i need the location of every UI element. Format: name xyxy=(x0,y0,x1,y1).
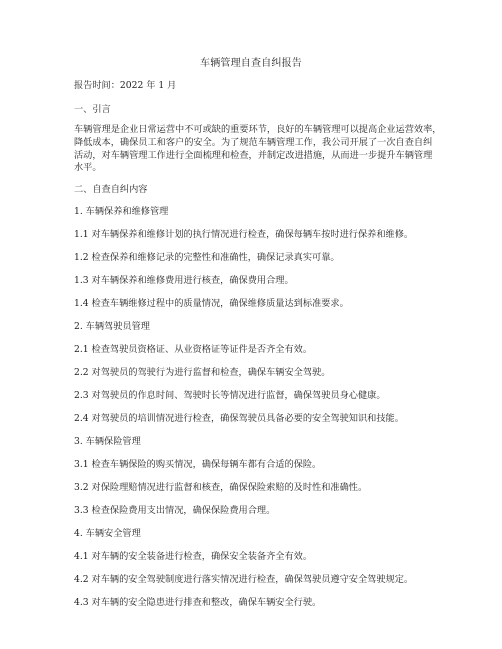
intro-line: 车辆管理是企业日常运营中不可或缺的重要环节，良好的车辆管理可以提高企业运营效率， xyxy=(74,124,442,135)
intro-paragraph xyxy=(74,124,442,175)
document-title: 车辆管理自查自纠报告 xyxy=(200,58,302,69)
report-time: 报告时间：2022 年 1 月 xyxy=(74,80,177,91)
section-1-item: 1.4 检查车辆维修过程中的质量情况，确保维修质量达到标准要求。 xyxy=(74,298,349,309)
section-2-item: 2.4 对驾驶员的培训情况进行检查，确保驾驶员具备必要的安全驾驶知识和技能。 xyxy=(74,413,404,424)
section-3-heading: 3. 车辆保险管理 xyxy=(74,436,141,447)
section-4-heading: 4. 车辆安全管理 xyxy=(74,528,141,539)
section-4-item: 4.1 对车辆的安全装备进行检查，确保安全装备齐全有效。 xyxy=(74,551,313,562)
section-2-item: 2.3 对驾驶员的作息时间、驾驶时长等情况进行监督，确保驾驶员身心健康。 xyxy=(74,390,386,401)
section-3-item: 3.2 对保险理赔情况进行监督和核查，确保保险索赔的及时性和准确性。 xyxy=(74,482,368,493)
intro-line: 降低成本，确保员工和客户的安全。为了规范车辆管理工作，我公司开展了一次自查自纠 xyxy=(74,136,433,148)
content-heading: 二、自查自纠内容 xyxy=(74,184,148,195)
intro-line: 活动，对车辆管理工作进行全面梳理和检查，并制定改进措施，从而进一步提升车辆管理 xyxy=(74,149,433,161)
section-1-heading: 1. 车辆保养和维修管理 xyxy=(74,206,169,217)
section-1-item: 1.3 对车辆保养和维修费用进行核查，确保费用合理。 xyxy=(74,275,294,286)
section-2-item: 2.1 检查驾驶员资格证、从业资格证等证件是否齐全有效。 xyxy=(74,344,313,355)
section-1-item: 1.2 检查保养和维修记录的完整性和准确性，确保记录真实可靠。 xyxy=(74,252,340,263)
section-4-item: 4.2 对车辆的安全驾驶制度进行落实情况进行检查，确保驾驶员遵守安全驾驶规定。 xyxy=(74,574,414,585)
section-2-item: 2.2 对驾驶员的驾驶行为进行监督和检查，确保车辆安全驾驶。 xyxy=(74,367,331,378)
section-2-heading: 2. 车辆驾驶员管理 xyxy=(74,321,150,332)
section-3-item: 3.3 检查保险费用支出情况，确保保险费用合理。 xyxy=(74,505,276,516)
intro-heading: 一、引言 xyxy=(74,104,111,115)
intro-line: 水平。 xyxy=(74,162,102,174)
section-3-item: 3.1 检查车辆保险的购买情况，确保每辆车都有合适的保险。 xyxy=(74,459,322,470)
section-4-item: 4.3 对车辆的安全隐患进行排查和整改，确保车辆安全行驶。 xyxy=(74,597,322,608)
section-1-item: 1.1 对车辆保养和维修计划的执行情况进行检查，确保每辆车按时进行保养和维修。 xyxy=(74,229,414,240)
